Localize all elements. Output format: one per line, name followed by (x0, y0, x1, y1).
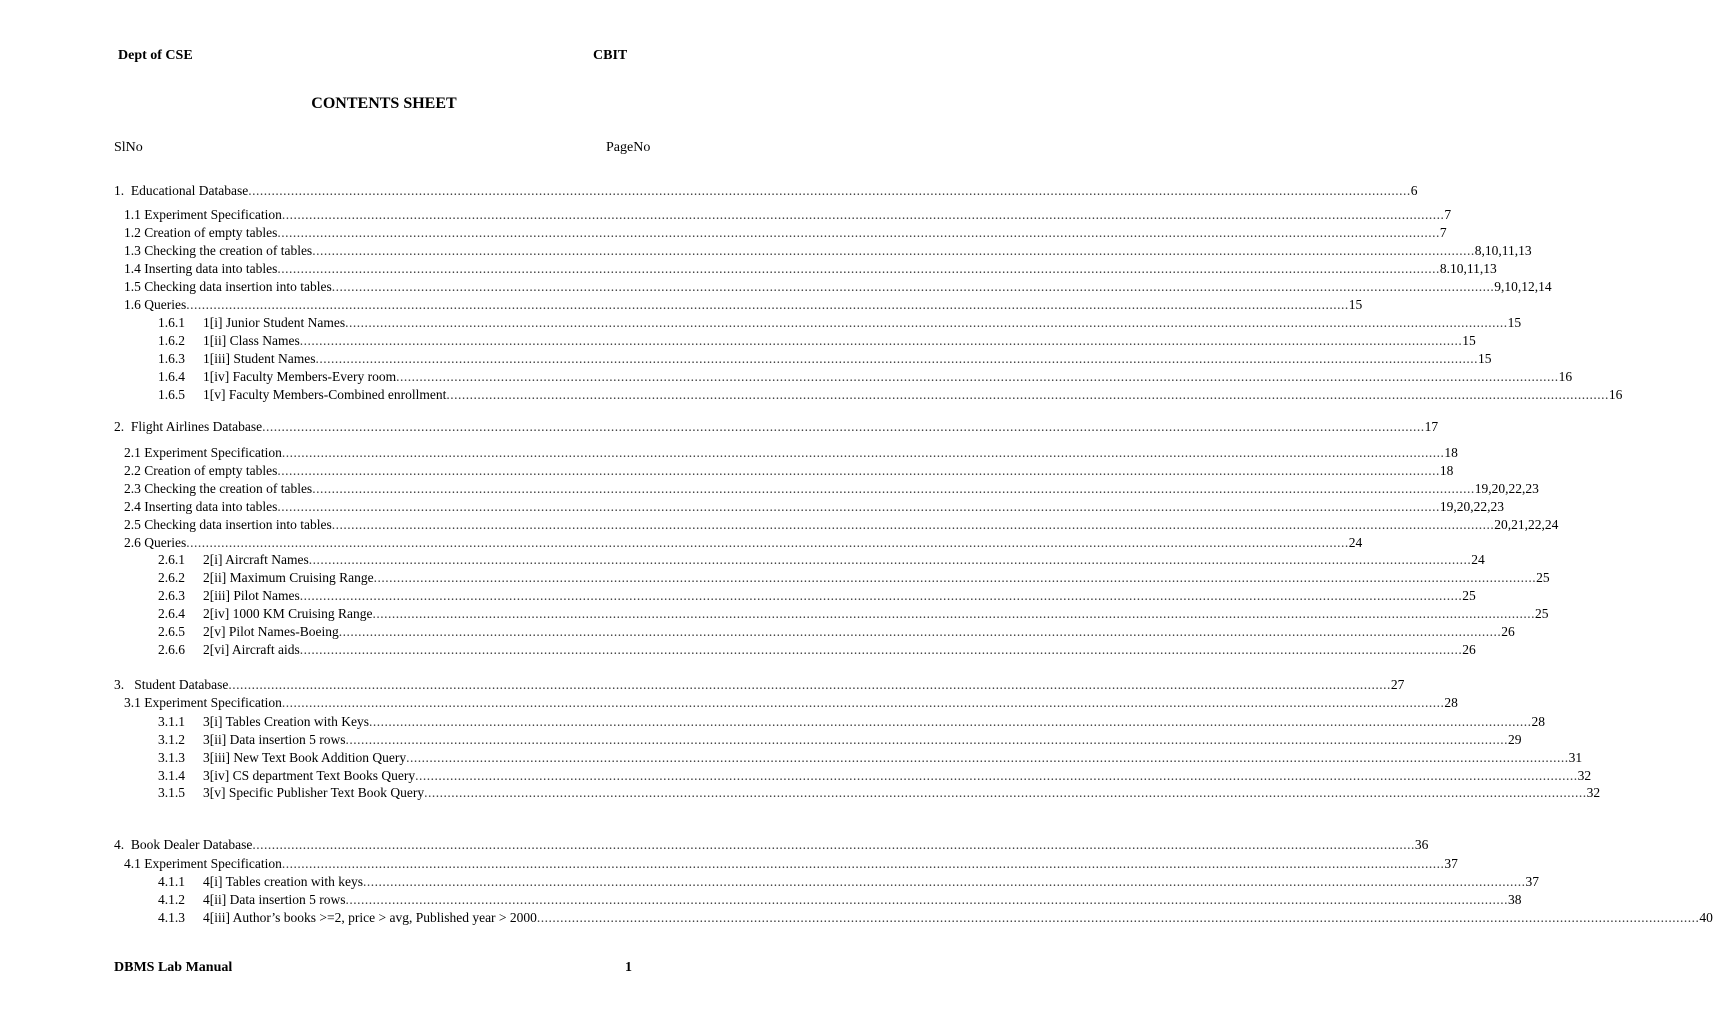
toc-entry-number: 4.1.1 (158, 874, 185, 889)
toc-entry (124, 260, 1497, 278)
footer-manual-title: DBMS Lab Manual (114, 960, 233, 975)
dot-leader: ............................................................................................................................................................................................................................................................................................................ (277, 499, 1440, 514)
toc-entry-title: 1.3 Checking the creation of tables (124, 243, 313, 258)
dot-leader: ............................................................................................................................................................................................................................................................................................................ (186, 535, 1349, 550)
toc-entry-title: 4. Book Dealer Database (114, 837, 253, 852)
toc-entry (158, 873, 1540, 891)
toc-entry-number: 3.1.3 (158, 750, 185, 765)
toc-entry-number: 3.1.4 (158, 768, 185, 783)
toc-entry (124, 480, 1539, 498)
toc-entry-page: 8,10,11,13 (1474, 243, 1532, 258)
toc-entry-page: 37 (1525, 874, 1540, 889)
toc-entry-number: 3.1.2 (158, 732, 185, 747)
toc-entry-title: 2.6.5 2[v] Pilot Names-Boeing (158, 624, 339, 639)
dot-leader: ............................................................................................................................................................................................................................................................................................................ (345, 892, 1508, 907)
toc-entry-number: 2.6.2 (158, 570, 185, 585)
toc-entry-title: 3.1.3 3[iii] New Text Book Addition Query (158, 750, 407, 765)
toc-entry-number: 3.1.5 (158, 785, 185, 800)
header-department: Dept of CSE (118, 48, 193, 63)
dot-leader: ............................................................................................................................................................................................................................................................................................................ (312, 481, 1475, 496)
toc-entry-page: 26 (1501, 624, 1515, 639)
toc-entry-title: 2.6.2 2[ii] Maximum Cruising Range (158, 570, 374, 585)
toc-entry-page: 40 (1699, 910, 1713, 925)
toc-entry-page: 18 (1439, 463, 1454, 478)
toc-entry-page: 27 (1390, 677, 1405, 692)
dot-leader: ............................................................................................................................................................................................................................................................................................................ (299, 642, 1463, 657)
toc-entry-page: 15 (1477, 351, 1492, 366)
toc-entry-title: 1.6.4 1[iv] Faculty Members-Every room (158, 369, 397, 384)
toc-entry-title: 3.1.4 3[iv] CS department Text Books Query (158, 768, 416, 783)
toc-entry-title: 2.5 Checking data insertion into tables (124, 517, 332, 532)
toc-entry-title: 4.1 Experiment Specification (124, 856, 282, 871)
toc-entry-title: 2.2 Creation of empty tables (124, 463, 278, 478)
toc-entry (158, 749, 1583, 767)
toc-entry-number: 2.6.3 (158, 588, 185, 603)
dot-leader: ............................................................................................................................................................................................................................................................................................................ (345, 315, 1508, 330)
dot-leader: ............................................................................................................................................................................................................................................................................................................ (281, 207, 1445, 222)
toc-entry-page: 38 (1507, 892, 1522, 907)
toc-entry-number: 3.1.1 (158, 714, 185, 729)
toc-entry-title: 1.2 Creation of empty tables (124, 225, 278, 240)
toc-entry (158, 731, 1522, 749)
toc-entry (158, 314, 1522, 332)
toc-entry-page: 25 (1462, 588, 1476, 603)
toc-entry-number: 4.1.2 (158, 892, 185, 907)
toc-entry-page: 24 (1348, 535, 1363, 550)
toc-entry-title: 1.1 Experiment Specification (124, 207, 282, 222)
toc-entry (124, 516, 1559, 534)
toc-entry-page: 28 (1444, 695, 1458, 710)
dot-leader: ............................................................................................................................................................................................................................................................................................................ (281, 695, 1445, 710)
toc-entry-page: 15 (1462, 333, 1476, 348)
dot-leader: ............................................................................................................................................................................................................................................................................................................ (331, 517, 1495, 532)
dot-leader: ............................................................................................................................................................................................................................................................................................................ (363, 874, 1526, 889)
toc-entry-title: 4.1.1 4[i] Tables creation with keys (158, 874, 364, 889)
toc-entry (158, 767, 1592, 785)
dot-leader: ............................................................................................................................................................................................................................................................................................................ (338, 624, 1502, 639)
toc-entry (158, 569, 1550, 587)
toc-entry (158, 909, 1713, 927)
toc-entry-title: 1.6.2 1[ii] Class Names (158, 333, 300, 348)
toc-entry-title: 2.6.6 2[vi] Aircraft aids (158, 642, 300, 657)
toc-entry-page: 20,21,22,24 (1494, 517, 1559, 532)
toc-entry-title: 2.3 Checking the creation of tables (124, 481, 313, 496)
toc-entry (124, 206, 1452, 224)
dot-leader: ............................................................................................................................................................................................................................................................................................................ (424, 785, 1587, 800)
toc-entry-number: 2.6.4 (158, 606, 185, 621)
toc-entry-title: 3.1.1 3[i] Tables Creation with Keys (158, 714, 370, 729)
toc-entry (124, 278, 1552, 296)
dot-leader: ............................................................................................................................................................................................................................................................................................................ (277, 261, 1440, 276)
toc-entry-page: 15 (1348, 297, 1363, 312)
dot-leader: ............................................................................................................................................................................................................................................................................................................ (299, 588, 1463, 603)
toc-entry-page: 32 (1586, 785, 1601, 800)
dot-leader: ............................................................................................................................................................................................................................................................................................................ (415, 768, 1578, 783)
toc-entry-page: 31 (1568, 750, 1583, 765)
toc-entry-page: 7 (1444, 207, 1452, 222)
toc-entry-title: 1.6 Queries (124, 297, 187, 312)
toc-entry (158, 641, 1476, 659)
toc-entry (124, 855, 1458, 873)
toc-entry-page: 16 (1608, 387, 1623, 402)
toc-entry-title: 1.4 Inserting data into tables (124, 261, 278, 276)
toc-entry-number: 1.6.3 (158, 351, 185, 366)
dot-leader: ............................................................................................................................................................................................................................................................................................................ (186, 297, 1349, 312)
dot-leader: ............................................................................................................................................................................................................................................................................................................ (252, 837, 1415, 852)
dot-leader: ............................................................................................................................................................................................................................................................................................................ (308, 552, 1472, 567)
dot-leader: ............................................................................................................................................................................................................................................................................................................ (277, 463, 1440, 478)
toc-entry-page: 8.10,11,13 (1439, 261, 1497, 276)
toc-entry-title: 1. Educational Database (114, 183, 249, 198)
toc-entry-number: 2.6.6 (158, 642, 185, 657)
toc-entry-title: 3.1.5 3[v] Specific Publisher Text Book Query (158, 785, 425, 800)
toc-entry-title: 2. Flight Airlines Database (114, 419, 263, 434)
toc-entry-title: 4.1.2 4[ii] Data insertion 5 rows (158, 892, 346, 907)
toc-entry-title: 2.6.3 2[iii] Pilot Names (158, 588, 300, 603)
toc-entry (158, 350, 1492, 368)
toc-entry (124, 296, 1363, 314)
dot-leader: ............................................................................................................................................................................................................................................................................................................ (536, 910, 1700, 925)
toc-entry (124, 534, 1363, 552)
toc-entry (124, 444, 1458, 462)
toc-entry (158, 587, 1476, 605)
toc-entry (158, 784, 1601, 802)
toc-entry-page: 29 (1507, 732, 1522, 747)
toc-entry-page: 19,20,22,23 (1474, 481, 1539, 496)
dot-leader: ............................................................................................................................................................................................................................................................................................................ (315, 351, 1478, 366)
toc-entry-page: 9,10,12,14 (1494, 279, 1552, 294)
toc-entry (158, 605, 1549, 623)
toc-entry (158, 386, 1623, 404)
toc-entry-title: 4.1.3 4[iii] Author’s books >=2, price > avg, Published year > 2000 (158, 910, 537, 925)
column-header-pageno: PageNo (606, 140, 651, 155)
toc-entry (158, 368, 1573, 386)
toc-entry (124, 242, 1532, 260)
toc-entry (124, 462, 1454, 480)
toc-entry-title: 3. Student Database (114, 677, 229, 692)
toc-entry (158, 623, 1515, 641)
dot-leader: ............................................................................................................................................................................................................................................................................................................ (277, 225, 1440, 240)
toc-entry-title: 3.1.2 3[ii] Data insertion 5 rows (158, 732, 346, 747)
toc-entry (158, 891, 1522, 909)
header-institution: CBIT (593, 48, 628, 63)
toc-entry-page: 6 (1410, 183, 1418, 198)
toc-entry-page: 36 (1414, 837, 1429, 852)
toc-entry (114, 836, 1429, 854)
toc-entry (114, 676, 1405, 694)
dot-leader: ............................................................................................................................................................................................................................................................................................................ (446, 387, 1609, 402)
toc-entry (124, 498, 1504, 516)
toc-entry-page: 32 (1577, 768, 1592, 783)
toc-entry-page: 18 (1444, 445, 1458, 460)
toc-entry-title: 1.6.5 1[v] Faculty Members-Combined enrollment (158, 387, 447, 402)
column-header-slno: SlNo (114, 140, 143, 155)
toc-entry-page: 37 (1444, 856, 1458, 871)
toc-entry (158, 551, 1485, 569)
dot-leader: ............................................................................................................................................................................................................................................................................................................ (281, 445, 1445, 460)
toc-entry-title: 2.6 Queries (124, 535, 187, 550)
toc-entry-page: 16 (1558, 369, 1573, 384)
toc-entry-number: 1.6.2 (158, 333, 185, 348)
toc-entry-page: 28 (1531, 714, 1546, 729)
toc-entry-page: 7 (1439, 225, 1447, 240)
toc-entry (158, 332, 1476, 350)
toc-entry (114, 182, 1418, 200)
dot-leader: ............................................................................................................................................................................................................................................................................................................ (281, 856, 1445, 871)
page-title: CONTENTS SHEET (311, 95, 457, 112)
dot-leader: ............................................................................................................................................................................................................................................................................................................ (373, 570, 1537, 585)
dot-leader: ............................................................................................................................................................................................................................................................................................................ (396, 369, 1559, 384)
toc-entry-number: 1.6.1 (158, 315, 185, 330)
dot-leader: ............................................................................................................................................................................................................................................................................................................ (406, 750, 1569, 765)
dot-leader: ............................................................................................................................................................................................................................................................................................................ (312, 243, 1475, 258)
dot-leader: ............................................................................................................................................................................................................................................................................................................ (228, 677, 1391, 692)
toc-entry-number: 4.1.3 (158, 910, 185, 925)
dot-leader: ............................................................................................................................................................................................................................................................................................................ (331, 279, 1495, 294)
toc-entry (124, 694, 1458, 712)
toc-entry (158, 713, 1546, 731)
toc-entry-number: 1.6.4 (158, 369, 185, 384)
dot-leader: ............................................................................................................................................................................................................................................................................................................ (262, 419, 1425, 434)
dot-leader: ............................................................................................................................................................................................................................................................................................................ (345, 732, 1508, 747)
toc-entry-title: 2.6.1 2[i] Aircraft Names (158, 552, 309, 567)
dot-leader: ............................................................................................................................................................................................................................................................................................................ (372, 606, 1535, 621)
toc-entry-title: 2.1 Experiment Specification (124, 445, 282, 460)
toc-entry-title: 2.4 Inserting data into tables (124, 499, 278, 514)
toc-entry-number: 2.6.5 (158, 624, 185, 639)
toc-entry-page: 26 (1462, 642, 1476, 657)
toc-entry (124, 224, 1447, 242)
dot-leader: ............................................................................................................................................................................................................................................................................................................ (248, 183, 1411, 198)
toc-entry-title: 1.5 Checking data insertion into tables (124, 279, 332, 294)
toc-entry-page: 24 (1471, 552, 1485, 567)
toc-entry-page: 19,20,22,23 (1439, 499, 1504, 514)
dot-leader: ............................................................................................................................................................................................................................................................................................................ (299, 333, 1463, 348)
toc-entry-title: 1.6.3 1[iii] Student Names (158, 351, 316, 366)
dot-leader: ............................................................................................................................................................................................................................................................................................................ (369, 714, 1532, 729)
toc-entry-page: 25 (1535, 606, 1549, 621)
toc-entry-page: 25 (1536, 570, 1550, 585)
toc-entry-title: 2.6.4 2[iv] 1000 KM Cruising Range (158, 606, 373, 621)
footer-page-number: 1 (625, 960, 632, 975)
toc-entry-number: 2.6.1 (158, 552, 185, 567)
toc-entry-title: 1.6.1 1[i] Junior Student Names (158, 315, 346, 330)
toc-entry (114, 418, 1439, 436)
toc-entry-page: 15 (1507, 315, 1522, 330)
toc-entry-number: 1.6.5 (158, 387, 185, 402)
toc-entry-title: 3.1 Experiment Specification (124, 695, 282, 710)
toc-entry-page: 17 (1424, 419, 1439, 434)
